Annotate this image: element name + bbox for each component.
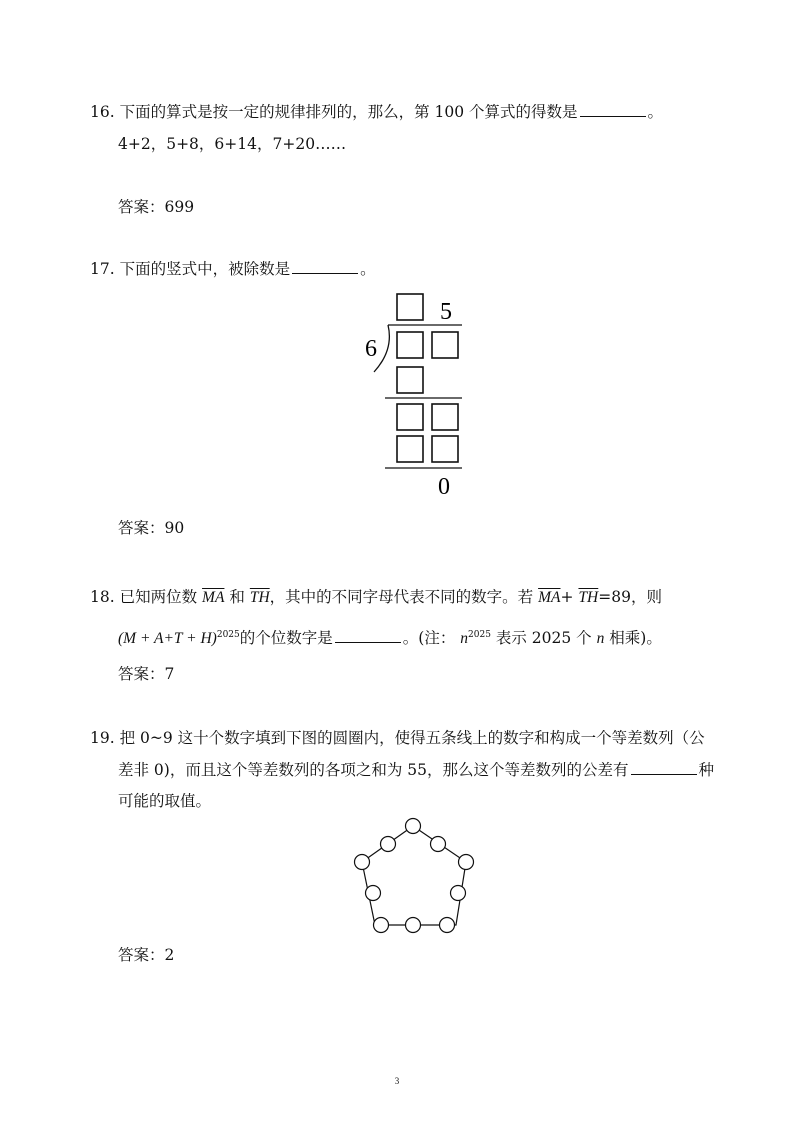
q18-then: ，则 [630, 588, 662, 606]
exponent: 2025 [216, 629, 240, 640]
n-variable: n [460, 630, 469, 647]
q18-number: 18. [90, 588, 115, 606]
q18-text-2: ，其中的不同字母代表不同的数字。若 [269, 588, 534, 606]
q18-text-6: 相乘)。 [609, 629, 662, 647]
q16-text: 下面的算式是按一定的规律排列的，那么，第 100 个算式的得数是 [119, 103, 578, 121]
q19-answer [118, 945, 174, 965]
q19-line3: 可能的取值。 [118, 792, 212, 810]
n-variable-2: n [596, 630, 605, 647]
final-remainder: 0 [438, 474, 450, 500]
q18-line2 [118, 628, 662, 649]
q18-text-1: 已知两位数 [119, 588, 198, 606]
pentagon-diagram [362, 826, 466, 925]
plus-sign: + [560, 588, 574, 606]
overline-ma: $\overline{MA}$ [202, 589, 225, 606]
q17-answer [118, 518, 184, 538]
q18-text-3: 的个位数字是 [239, 629, 333, 647]
circle-right[interactable] [459, 855, 474, 870]
overline-th-2: $\overline{TH}$ [578, 589, 599, 606]
q19-line1 [90, 728, 705, 748]
circle-lower-left[interactable] [366, 886, 381, 901]
circle-left[interactable] [355, 855, 370, 870]
q19-blank[interactable] [631, 760, 697, 775]
q18-text-4: 。(注： [402, 629, 456, 647]
answer-label: 答案： [118, 665, 165, 683]
circle-bottom-middle[interactable] [406, 918, 421, 933]
q16-text-end: 。 [647, 103, 664, 121]
quotient-digit: 5 [440, 299, 452, 325]
q16-number: 16. [90, 103, 115, 121]
q19-text-2: 差非 0)，而且这个等差数列的各项之和为 55，那么这个等差数列的公差有 [118, 761, 629, 779]
product-box-1 [397, 367, 423, 393]
expression: (M + A+T + H) [118, 630, 217, 647]
page-number: 3 [394, 1076, 400, 1086]
answer-label: 答案： [118, 946, 165, 964]
q17-number: 17. [90, 260, 115, 278]
q17-text-end: 。 [360, 260, 376, 278]
answer-label: 答案： [118, 519, 165, 537]
dividend-box-1 [397, 332, 423, 358]
circle-upper-left[interactable] [381, 837, 396, 852]
remainder-box-1 [397, 404, 423, 430]
divisor: 6 [365, 336, 377, 362]
circle-bottom-right[interactable] [440, 918, 455, 933]
remainder-box-2 [432, 404, 458, 430]
q19-text-1: 把 0~9 这十个数字填到下图的圆圈内，使得五条线上的数字和构成一个等差数列（公 [119, 729, 705, 747]
q19-line2 [118, 760, 714, 780]
q18-line1 [90, 587, 662, 608]
quotient-box [397, 294, 423, 320]
circle-upper-right[interactable] [431, 837, 446, 852]
answer-value: 7 [164, 665, 175, 683]
pentagon-circles [355, 819, 474, 933]
circle-lower-right[interactable] [451, 886, 466, 901]
circle-bottom-left[interactable] [374, 918, 389, 933]
equals-89: =89 [598, 588, 631, 606]
product-box-2 [397, 436, 423, 462]
q18-blank[interactable] [335, 628, 401, 643]
q17-text: 下面的竖式中，被除数是 [119, 260, 291, 278]
q19-number: 19. [90, 729, 115, 747]
answer-label: 答案： [118, 198, 165, 216]
overline-th: $\overline{TH}$ [249, 589, 270, 606]
q19-text-2-end: 种 [698, 761, 715, 779]
circle-top[interactable] [406, 819, 421, 834]
pentagon-outline [362, 826, 466, 925]
exponent-2: 2025 [468, 629, 491, 640]
product-box-3 [432, 436, 458, 462]
answer-value: 90 [164, 519, 185, 537]
answer-value: 699 [164, 198, 195, 216]
q18-and: 和 [229, 588, 245, 606]
q18-answer [118, 664, 174, 684]
overline-ma-2: $\overline{MA}$ [538, 589, 561, 606]
q18-text-5: 表示 2025 个 [495, 629, 592, 647]
q16-sequence: 4+2，5+8，6+14，7+20…… [118, 135, 347, 153]
answer-value: 2 [164, 946, 175, 964]
dividend-box-2 [432, 332, 458, 358]
